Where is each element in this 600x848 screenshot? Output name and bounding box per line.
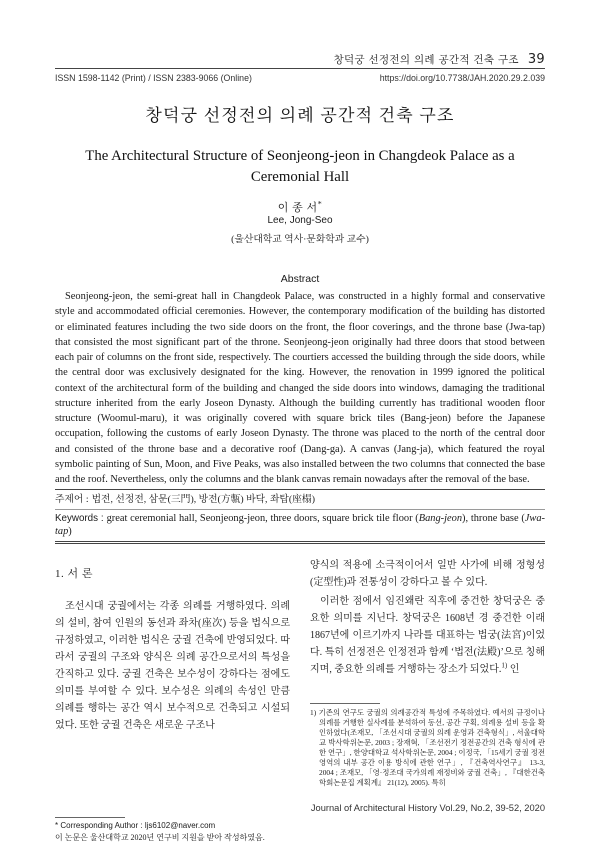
author-affiliation: (울산대학교 역사·문화학과 교수): [231, 234, 369, 245]
keywords-english-terms-middle: ), throne base (: [462, 513, 525, 524]
corresponding-author-email[interactable]: ljs6102@naver.com: [144, 821, 216, 830]
keywords-korean: [55, 490, 545, 510]
corresponding-mark: *: [317, 199, 323, 209]
footnote-reference: 1): [501, 661, 508, 670]
author-footnote: [55, 820, 295, 844]
keywords-english: [55, 510, 545, 541]
author-english: Lee, Jong-Seo: [267, 215, 333, 226]
title-english: The Architectural Structure of Seonjeong-jeon in Changdeok Palace as a Ceremonial Hall: [85, 148, 515, 185]
keywords-english-terms: great ceremonial hall, Seonjeong-jeon, three doors, square brick tile floor (: [106, 513, 419, 524]
header-rule: [55, 68, 545, 69]
running-header: [334, 52, 545, 67]
doi-link[interactable]: https://doi.org/10.7738/JAH.2020.29.2.039: [379, 73, 545, 83]
keyword-italic-jwa-tap: Jwa-tap: [55, 513, 545, 537]
publication-info: [55, 73, 545, 83]
page-number: 39: [527, 52, 545, 67]
title-korean: 창덕궁 선정전의 의례 공간적 건축 구조: [145, 106, 455, 125]
keywords-block: [55, 489, 545, 544]
right-column-paragraph: [310, 593, 545, 678]
right-column: [310, 557, 545, 678]
footnote-rule-right: [310, 703, 380, 704]
right-paragraph-tail: 인: [507, 664, 520, 675]
right-paragraph-text: 이러한 점에서 임진왜란 직후에 중건한 창덕궁은 중요한 의미를 지닌다. 창덕궁은 1608년 경 중건한 이래 1867년에 이르기까지 나라를 대표하는 법궁(法宮)이었다. 특히 선정전은 인정전과 함께 ‘법전(法殿)’으로 칭해지며, 중요한 의례를 거행하는 장소가 되었다.: [310, 596, 545, 675]
journal-footer: Journal of Architectural History Vol.29, No.2, 39-52, 2020: [310, 803, 545, 813]
issn: ISSN 1598-1142 (Print) / ISSN 2383-9066 (Online): [55, 73, 252, 83]
keywords-english-label: Keywords :: [55, 513, 104, 524]
keywords-korean-terms: 법전, 선정전, 삼문(三門), 방전(方甎) 바닥, 좌탑(座榻): [91, 494, 315, 505]
corresponding-author: [55, 820, 295, 832]
abstract-text: Seonjeong-jeon, the semi-great hall in Changdeok Palace, was constructed in a highly formal and conservative style and accommodated official ceremonies. However, the contemporary modification of the building has distorted or eliminated features including the two side doors on the front, the floor coverings, and the throne base (Jwa-tap) that consisted the most significant part of the throne. Seonjeong-jeon originally had three doors that stood between each pair of columns on the front side, respectively. The courtiers accessed the building through the side doors, while the central door was exclusively designated for the king. However, the renovation in 1999 ignored the political context of the architectural form of the building and changed the side doors into windows, damaging the traditional structure inherited from the early Joseon Dynasty. Although the building currently has traditional wooden floor structure (Woomul-maru), it was originally covered with square brick tiles (Bang-jeon) before the Japanese occupation, following the customs of early Joseon Dynasty. The throne was placed to the north of the central door and consisted of the throne base and a decorative roof (Dang-ga). A canvas (Jang-ja), which featured the royal symbolic painting of Sun, Moon, and Five Peaks, was also installed between the two columns that connected the base and the roof. Nevertheless, only the columns and the blank canvas remain nowadays after the removal of the base.: [55, 291, 545, 485]
footnote-1-text: 기존의 연구도 궁궐의 의례공간적 특성에 주목하였다. 예서의 규정이나 의례를 거행한 실사례를 분석하여 동선, 공간 구획, 의례용 설비 등을 확인하였다(조재모, 「조선시대 궁궐의 의례 운영과 건축형식」, 서울대학교 박사학위논문, 2003 ; 장재혁, 「조선전기 정전공간의 건축 형식에 관한 연구」, 한양대학교 석사학위논문, 2004 ; 이정국, 「15세기 궁궐 정전 영역의 내부 공간 이용 방식에 관한 연구」, 『건축역사연구』 13-3, 2004 ; 조재모, 「영·정조대 국가의례 재정비와 궁궐 건축」, 『대한건축학회논문집 계획계』 21(12), 2005). 특히: [318, 708, 545, 787]
running-title: 창덕궁 선정전의 의례 공간적 건축 구조: [333, 54, 519, 66]
right-column-paragraph-continued: 양식의 적용에 소극적이어서 일반 사가에 비해 정형성(定型性)과 전통성이 강하다고 볼 수 있다.: [310, 560, 545, 588]
funding-note: 이 논문은 울산대학교 2020년 연구비 지원을 받아 작성하였음.: [55, 833, 265, 842]
footnote-1-marker: 1): [310, 708, 319, 717]
left-column-paragraph: 조선시대 궁궐에서는 각종 의례를 거행하였다. 의례의 설비, 참여 인원의 동선과 좌차(座次) 등을 법식으로 규정하였고, 이러한 법식은 궁궐 건축에 반영되었다. 따라서 궁궐의 구조와 양식은 의례 공간으로서의 특성을 간직하고 있다. 궁궐 건축은 보수성이 강하다는 점에도 의미를 부여할 수 있다. 보수성은 의례의 속성인 만큼 의례를 행하는 공간 역시 보수적으로 건축되고 시설되었다. 또한 궁궐 건축은 새로운 구조나: [55, 601, 290, 731]
corresponding-author-label: * Corresponding Author :: [55, 821, 145, 830]
author-korean: [55, 199, 545, 215]
author-name-korean: 이 종 서: [277, 202, 318, 214]
keywords-korean-label: 주제어 :: [55, 494, 89, 505]
abstract-heading: Abstract: [280, 273, 320, 285]
section-heading: 1. 서 론: [55, 568, 94, 580]
footnote-rule-left: [55, 817, 125, 818]
keywords-english-terms-end: ): [68, 526, 72, 537]
keyword-italic-bang-jeon: Bang-jeon: [418, 513, 463, 524]
footnote-1: [310, 708, 545, 788]
